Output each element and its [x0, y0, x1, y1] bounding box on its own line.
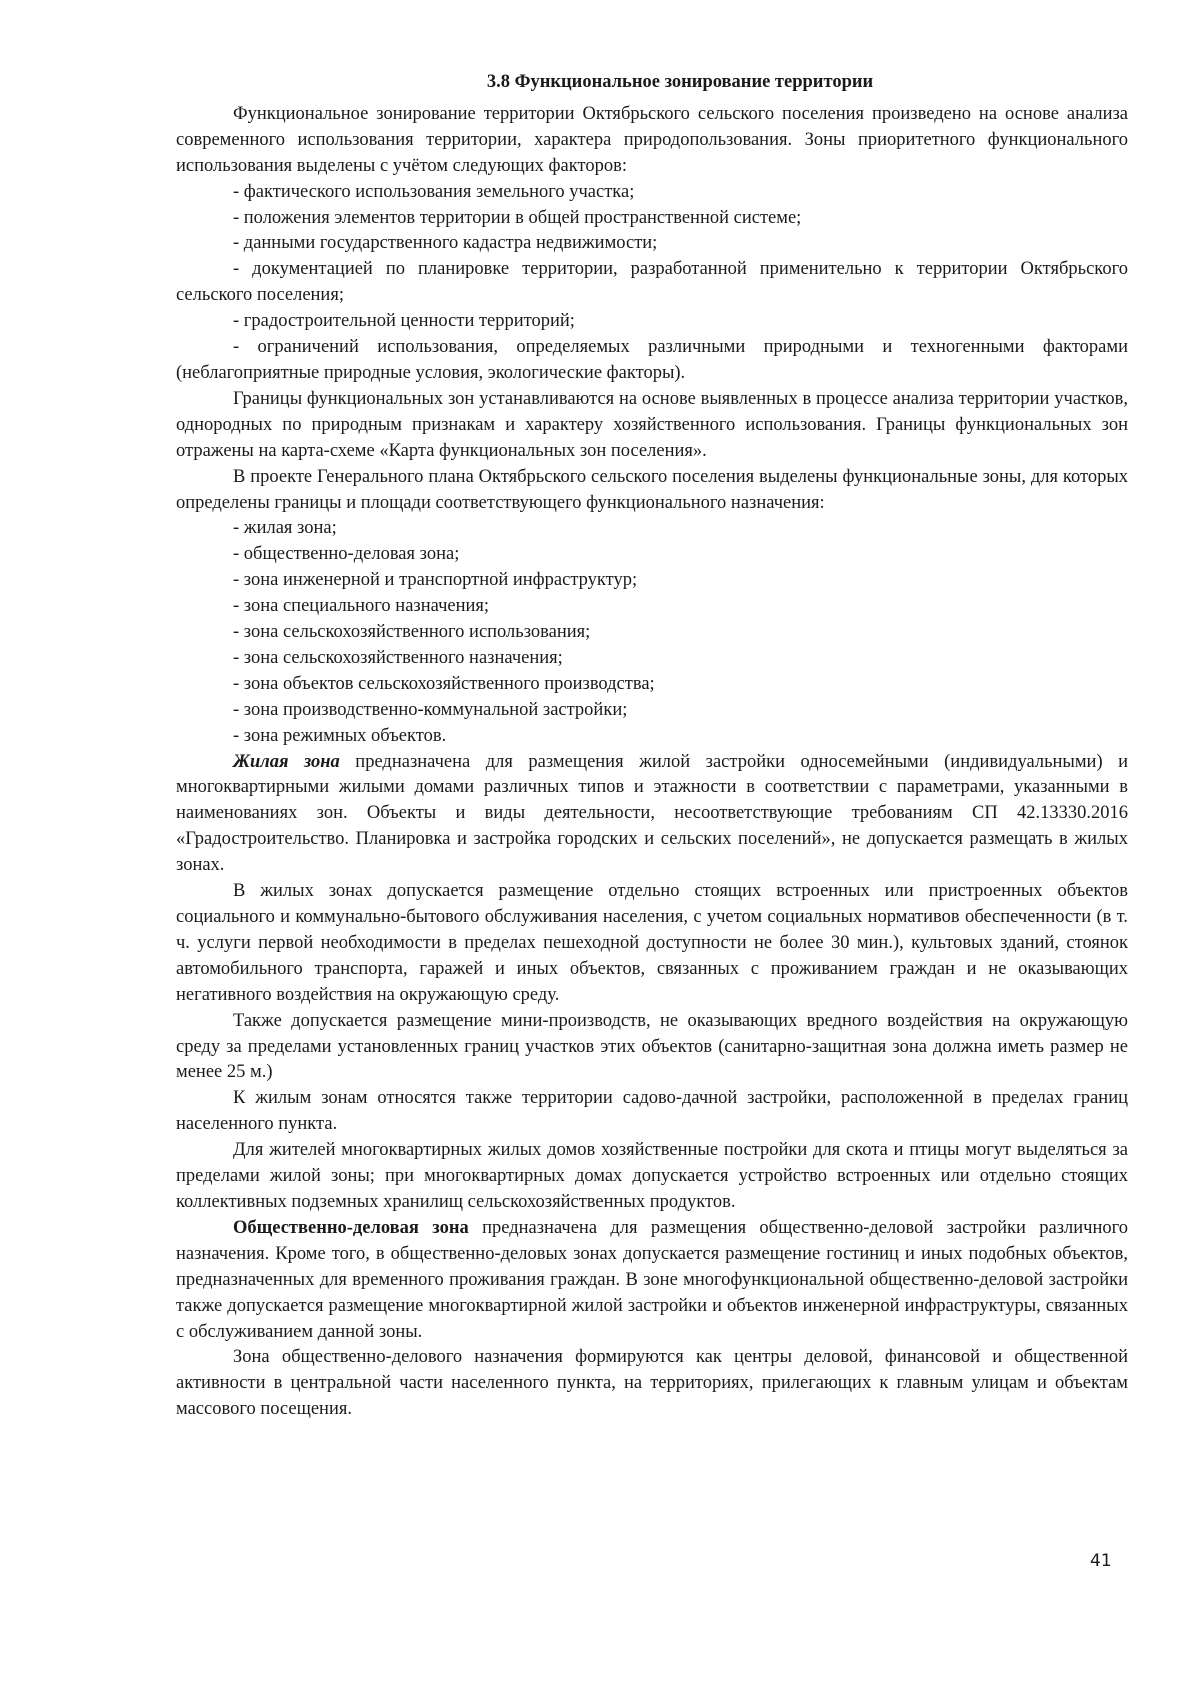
factor-item: - фактического использования земельного участка;	[233, 181, 635, 202]
residential-zone-term: Жилая зона	[233, 751, 340, 772]
section-heading: 3.8 Функциональное зонирование территории	[486, 72, 874, 92]
business-paragraph-1	[176, 1216, 1128, 1346]
zone-item: - зона сельскохозяйственного использования;	[233, 622, 591, 643]
factor-item: - положения элементов территории в общей пространственной системе;	[233, 207, 802, 228]
zone-item: - зона объектов сельскохозяйственного производства;	[233, 673, 655, 694]
zone-item: - зона сельскохозяйственного назначения;	[233, 647, 563, 668]
residential-paragraph-1	[176, 750, 1128, 880]
zone-item: - зона производственно-коммунальной застройки;	[233, 699, 628, 720]
factor-item: - документацией по планировке территории, разработанной применительно к территории Октябрьского сельского поселения;	[176, 259, 1128, 306]
document-page	[176, 70, 1128, 1423]
page-number: 41	[1090, 1551, 1112, 1571]
residential-paragraph-5: Для жителей многоквартирных жилых домов хозяйственные постройки для скота и птицы могут выделяться за пределами жилой зоны; при многоквартирных домах допускается устройство встроенных или отдельно стоящих коллективных подземных хранилищ сельскохозяйственных продуктов.	[176, 1140, 1128, 1212]
business-paragraph-2: Зона общественно-делового назначения формируются как центры деловой, финансовой и общественной активности в центральной части населенного пункта, на территориях, прилегающих к главным улицам и объектам массового посещения.	[176, 1347, 1128, 1420]
intro-paragraph-3: В проекте Генерального плана Октябрьского сельского поселения выделены функциональные зоны, для которых определены границы и площади соответствующего функционального назначения:	[176, 466, 1128, 513]
residential-paragraph-2: В жилых зонах допускается размещение отдельно стоящих встроенных или пристроенных объектов социального и коммунально-бытового обслуживания населения, с учетом социальных нормативов обеспеченности (в т. ч. услуги первой необходимости в пределах пешеходной доступности не более 30 мин.), культовых зданий, стоянок автомобильного транспорта, гаражей и иных объектов, связанных с проживанием граждан и не оказывающих негативного воздействия на окружающую среду.	[176, 881, 1128, 1005]
zone-item: - зона режимных объектов.	[233, 725, 447, 746]
intro-paragraph-2: Границы функциональных зон устанавливаются на основе выявленных в процессе анализа территории участков, однородных по природным признакам и характеру хозяйственного использования. Границы функциональных зон отражены на карта-схеме «Карта функциональных зон поселения».	[176, 388, 1128, 461]
residential-paragraph-4: К жилым зонам относятся также территории садово-дачной застройки, расположенной в пределах границ населенного пункта.	[176, 1088, 1128, 1135]
zone-item: - жилая зона;	[233, 518, 337, 539]
zone-item: - зона специального назначения;	[233, 596, 490, 617]
intro-paragraph-1: Функциональное зонирование территории Октябрьского сельского поселения произведено на основе анализа современного использования территории, характера природопользования. Зоны приоритетного функционального использования выделены с учётом следующих факторов:	[176, 103, 1128, 176]
zone-item: - общественно-деловая зона;	[233, 544, 460, 565]
zone-item: - зона инженерной и транспортной инфраструктур;	[233, 570, 638, 591]
residential-paragraph-3: Также допускается размещение мини-производств, не оказывающих вредного воздействия на окружающую среду за пределами установленных границ участков этих объектов (санитарно-защитная зона должна иметь размер не менее 25 м.)	[176, 1010, 1128, 1083]
residential-paragraph-1-text: предназначена для размещения жилой застройки односемейными (индивидуальными) и многоквартирными жилыми домами различных типов и этажности в соответствии с параметрами, указанными в наименованиях зон. Объекты и виды деятельности, несоответствующие требованиям СП 42.13330.2016 «Градостроительство. Планировка и застройка городских и сельских поселений», не допускается размещать в жилых зонах.	[176, 751, 1128, 876]
business-paragraph-1-text: предназначена для размещения общественно-деловой застройки различного назначения. Кроме того, в общественно-деловых зонах допускается размещение гостиниц и иных подобных объектов, предназначенных для временного проживания граждан. В зоне многофункциональной общественно-деловой застройки также допускается размещение многоквартирной жилой застройки и объектов инженерной инфраструктуры, связанных с обслуживанием данной зоны.	[176, 1217, 1128, 1342]
factor-item: - градостроительной ценности территорий;	[233, 311, 575, 332]
factor-item: - ограничений использования, определяемых различными природными и техногенными факторами (неблагоприятные природные условия, экологические факторы).	[176, 337, 1128, 383]
business-zone-term: Общественно-деловая зона	[233, 1217, 469, 1238]
factor-item: - данными государственного кадастра недвижимости;	[233, 233, 658, 254]
